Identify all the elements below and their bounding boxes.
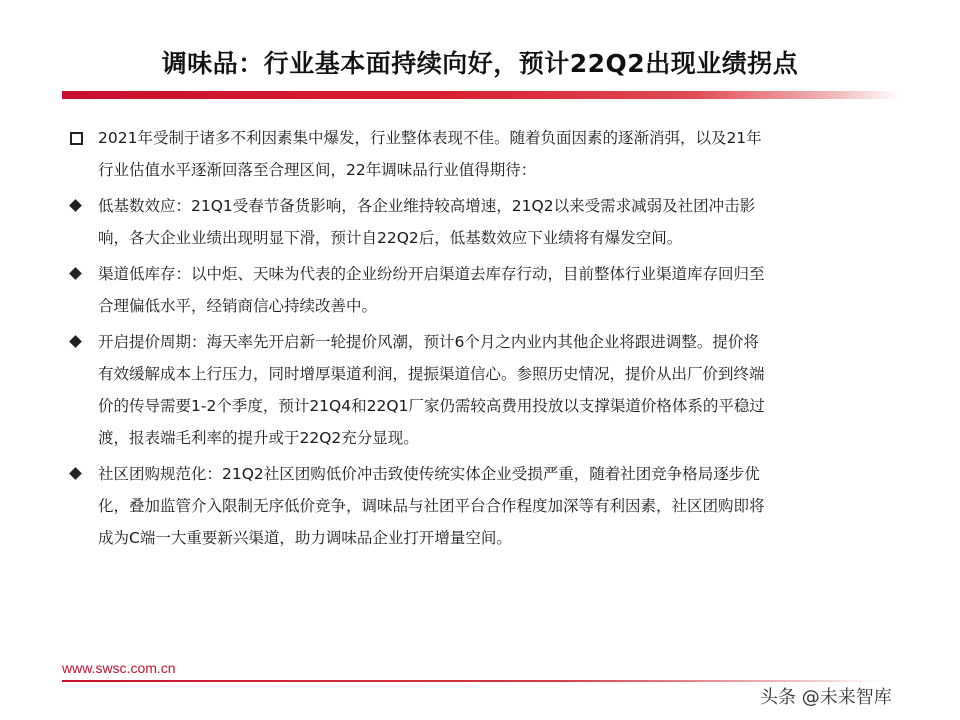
watermark-text: 头条 @未来智库: [760, 687, 892, 708]
item-text-line: 渡，报表端毛利率的提升或于22Q2充分显现。: [98, 429, 419, 447]
item-text-line: 价的传导需要1-2个季度，预计21Q4和22Q1厂家仍需较高费用投放以支撑渠道价格体系的平稳过: [98, 397, 765, 415]
title-divider: [62, 91, 900, 99]
square-bullet-icon: [68, 122, 90, 154]
diamond-bullet-icon: [68, 326, 90, 358]
item-text-line: 2021年受制于诸多不利因素集中爆发，行业整体表现不佳。随着负面因素的逐渐消弭，以及21年: [98, 129, 762, 147]
list-item: [68, 190, 918, 254]
list-item: [68, 122, 918, 186]
footer-divider: [62, 680, 882, 682]
diamond-bullet-icon: [68, 258, 90, 290]
item-text-line: 合理偏低水平，经销商信心持续改善中。: [98, 297, 378, 315]
item-text-line: 开启提价周期：海天率先开启新一轮提价风潮，预计6个月之内业内其他企业将跟进调整。提价将: [98, 333, 759, 351]
item-text-line: 社区团购规范化：21Q2社区团购低价冲击致使传统实体企业受损严重，随着社团竞争格局逐步优: [98, 465, 760, 483]
diamond-bullet-icon: [68, 458, 90, 490]
item-text-line: 成为C端一大重要新兴渠道，助力调味品企业打开增量空间。: [98, 529, 512, 547]
list-item: [68, 258, 918, 322]
diamond-bullet-icon: [68, 190, 90, 222]
item-text-line: 行业估值水平逐渐回落至合理区间，22年调味品行业值得期待：: [98, 161, 537, 179]
item-text-line: 响，各大企业业绩出现明显下滑，预计自22Q2后，低基数效应下业绩将有爆发空间。: [98, 229, 683, 247]
bullet-list: [68, 122, 918, 558]
item-text-line: 化，叠加监管介入限制无序低价竞争，调味品与社团平台合作程度加深等有利因素，社区团购即将: [98, 497, 765, 515]
item-text-line: 渠道低库存：以中炬、天味为代表的企业纷纷开启渠道去库存行动，目前整体行业渠道库存回归至: [98, 265, 765, 283]
list-item: [68, 458, 918, 554]
slide-title: 调味品：行业基本面持续向好，预计22Q2出现业绩拐点: [161, 49, 799, 78]
list-item: [68, 326, 918, 454]
item-text-line: 有效缓解成本上行压力，同时增厚渠道利润，提振渠道信心。参照历史情况，提价从出厂价到终端: [98, 365, 765, 383]
footer-url-link[interactable]: www.swsc.com.cn: [62, 660, 176, 676]
item-text-line: 低基数效应：21Q1受春节备货影响，各企业维持较高增速，21Q2以来受需求减弱及社团冲击影: [98, 197, 756, 215]
